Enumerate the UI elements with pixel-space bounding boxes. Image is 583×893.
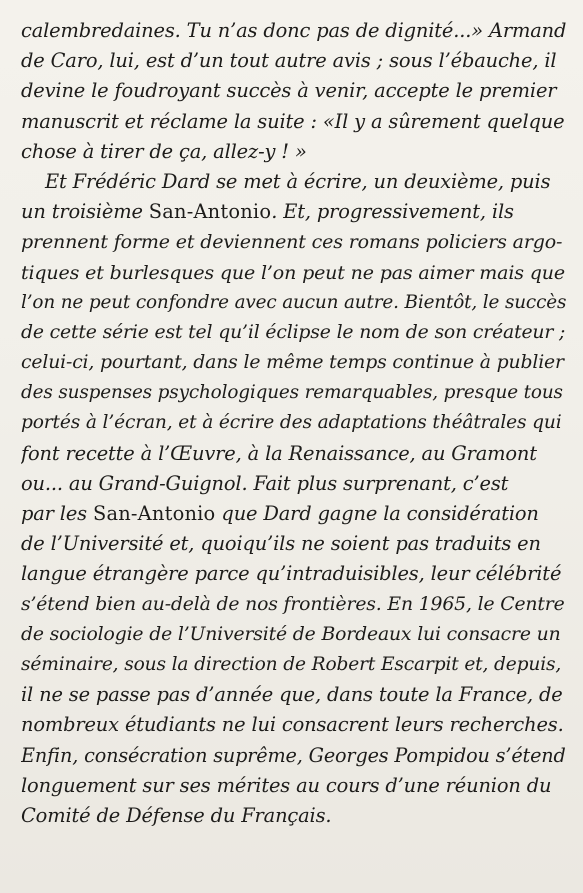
text-line: nombreux étudiants ne lui consacrent leurs recherches. [21, 713, 564, 737]
series-name: San-Antonio [148, 200, 272, 224]
text-line: calembredaines. Tu n’as donc pas de dignité...» Armand [21, 19, 566, 42]
text-line [21, 499, 566, 529]
text-line: séminaire, sous la direction de Robert Escarpit et, depuis, [21, 653, 562, 675]
text-line: Enfin, consécration suprême, Georges Pompidou s’étend [21, 743, 566, 767]
text-line: manuscrit et réclame la suite : «Il y a sûrement quelque [21, 109, 565, 133]
text-line: de Caro, lui, est d’un tout autre avis ; sous l’ébauche, il [21, 49, 557, 73]
paragraph-first-line: Et Frédéric Dard se met à écrire, un deuxième, puis [45, 169, 551, 193]
text-line: des suspenses psychologiques remarquables, presque tous [21, 382, 563, 404]
text-segment: que Dard gagne la considération [215, 502, 539, 525]
text-line: tiques et burlesques que l’on peut ne pas aimer mais que [21, 261, 565, 284]
text-line: celui-ci, pourtant, dans le même temps continue à publier [21, 352, 564, 374]
text-segment: par les [21, 502, 93, 525]
text-line: s’étend bien au-delà de nos frontières. En 1965, le Centre [21, 593, 565, 615]
series-name: San-Antonio [93, 502, 216, 525]
text-segment: un troisième [21, 200, 149, 224]
text-line: de l’Université et, quoiqu’ils ne soient pas traduits en [21, 532, 541, 556]
text-line: prennent forme et deviennent ces romans policiers argo- [21, 231, 563, 254]
text-line: langue étrangère parce qu’intraduisibles, leur célébrité [21, 562, 562, 586]
text-line: chose à tirer de ça, allez-y ! » [21, 139, 307, 163]
text-line: ou... au Grand-Guignol. Fait plus surprenant, c’est [21, 471, 509, 495]
text-line: Comité de Défense du Français. [21, 803, 332, 827]
text-line: de sociologie de l’Université de Bordeaux lui consacre un [21, 623, 561, 645]
text-line: il ne se passe pas d’année que, dans toute la France, de [21, 683, 563, 707]
body-text [21, 16, 566, 831]
text-line: devine le foudroyant succès à venir, accepte le premier [21, 79, 557, 103]
text-line: portés à l’écran, et à écrire des adaptations théâtrales qui [21, 412, 562, 434]
text-line: font recette à l’Œuvre, à la Renaissance, au Gramont [21, 441, 537, 465]
text-segment: . Et, progressivement, ils [271, 200, 514, 224]
text-line: longuement sur ses mérites au cours d’une réunion du [21, 773, 552, 797]
text-line: l’on ne peut confondre avec aucun autre. Bientôt, le succès [21, 291, 566, 313]
text-line [21, 197, 566, 227]
text-line: de cette série est tel qu’il éclipse le nom de son créateur ; [21, 321, 566, 343]
